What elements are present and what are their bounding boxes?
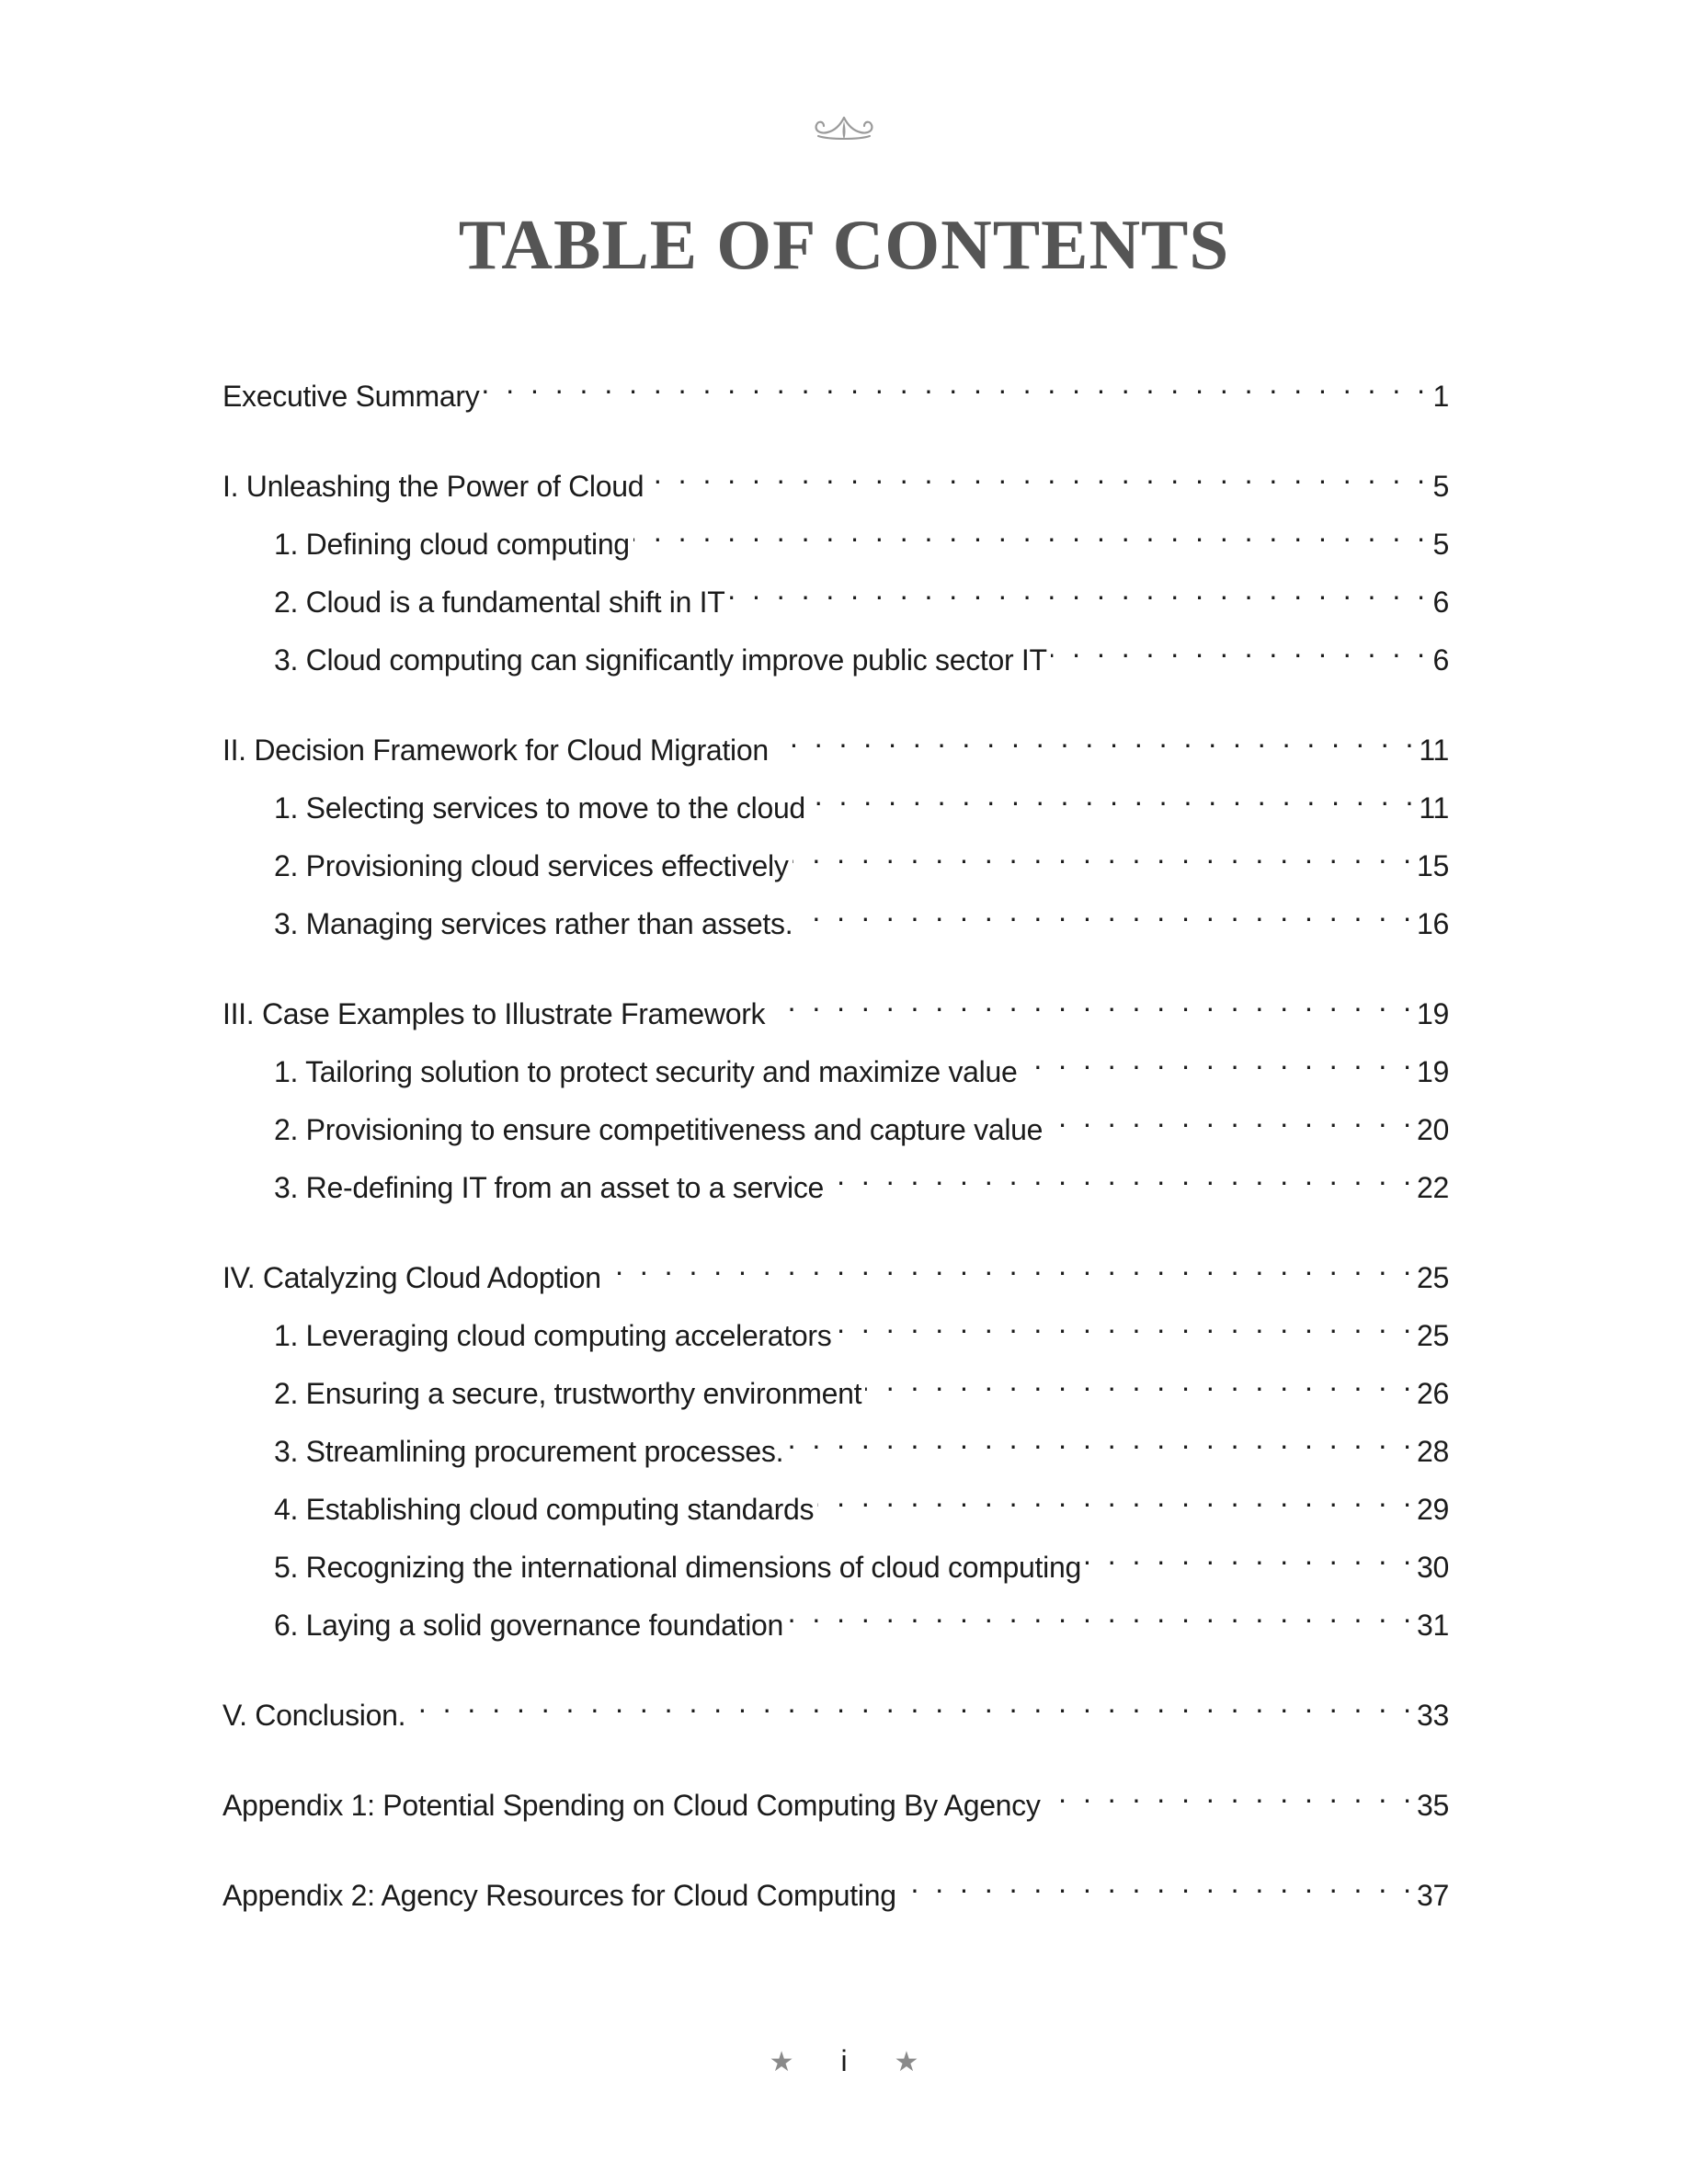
toc-entry-page: 11 xyxy=(1419,734,1449,767)
toc-dot-leader xyxy=(769,978,1411,1024)
toc-entry[interactable] xyxy=(274,772,1449,825)
toc-entry-label: 5. Recognizing the international dimensions of cloud computing xyxy=(274,1551,1081,1584)
toc-entry-page: 1 xyxy=(1432,380,1449,413)
toc-entry[interactable] xyxy=(274,1473,1449,1526)
toc-dot-leader xyxy=(787,1416,1411,1462)
toc-entry-label: 3. Cloud computing can significantly improve public sector IT xyxy=(274,643,1047,677)
toc-entry[interactable] xyxy=(222,450,1449,503)
toc-entry[interactable] xyxy=(274,624,1449,677)
toc-entry[interactable] xyxy=(274,1531,1449,1584)
toc-entry-page: 28 xyxy=(1417,1435,1449,1468)
toc-entry-page: 5 xyxy=(1432,470,1449,503)
toc-entry-page: 29 xyxy=(1417,1493,1449,1526)
toc-dot-leader xyxy=(817,1473,1411,1519)
toc-dot-leader xyxy=(483,360,1425,406)
toc-entry[interactable] xyxy=(274,888,1449,940)
star-icon: ★ xyxy=(894,2047,919,2077)
toc-entry-label: 3. Managing services rather than assets. xyxy=(274,907,793,940)
toc-entry[interactable] xyxy=(222,1769,1449,1822)
toc-entry-label: 2. Ensuring a secure, trustworthy environment xyxy=(274,1377,862,1410)
toc-dot-leader xyxy=(865,1358,1411,1404)
toc-entry[interactable] xyxy=(274,1152,1449,1204)
toc-entry[interactable] xyxy=(274,1358,1449,1410)
toc-entry-page: 33 xyxy=(1417,1699,1449,1732)
toc-entry-label: Executive Summary xyxy=(222,380,480,413)
toc-entry-page: 30 xyxy=(1417,1551,1449,1584)
toc-entry-page: 37 xyxy=(1417,1879,1449,1912)
page-footer xyxy=(0,2042,1688,2081)
toc-entry-page: 20 xyxy=(1417,1113,1449,1146)
toc-entry-label: III. Case Examples to Illustrate Framework xyxy=(222,997,766,1030)
toc-entry-label: 4. Establishing cloud computing standards xyxy=(274,1493,815,1526)
toc-entry[interactable] xyxy=(274,1094,1449,1146)
toc-entry-label: Appendix 1: Potential Spending on Cloud Computing By Agency xyxy=(222,1789,1041,1822)
toc-entry-label: II. Decision Framework for Cloud Migration xyxy=(222,734,769,767)
page-title: TABLE OF CONTENTS xyxy=(458,205,1230,284)
toc-entry-label: I. Unleashing the Power of Cloud xyxy=(222,470,644,503)
toc-dot-leader xyxy=(900,1860,1411,1905)
toc-entry[interactable] xyxy=(274,1300,1449,1352)
page-number: i xyxy=(840,2044,848,2077)
toc-dot-leader xyxy=(1085,1531,1411,1577)
toc-dot-leader xyxy=(787,1589,1411,1635)
toc-entry-label: 2. Provisioning cloud services effectively xyxy=(274,849,789,882)
toc-entry-page: 15 xyxy=(1417,849,1449,882)
toc-entry[interactable] xyxy=(222,978,1449,1030)
toc-dot-leader xyxy=(835,1300,1411,1346)
toc-entry-page: 25 xyxy=(1417,1261,1449,1294)
toc-entry[interactable] xyxy=(274,1036,1449,1088)
toc-entry-label: 1. Leveraging cloud computing accelerators xyxy=(274,1319,832,1352)
toc-dot-leader xyxy=(793,830,1411,876)
toc-entry-label: 2. Provisioning to ensure competitiveness and capture value xyxy=(274,1113,1044,1146)
toc-entry-label: 6. Laying a solid governance foundation xyxy=(274,1609,784,1642)
toc-entry-page: 6 xyxy=(1432,586,1449,619)
toc-entry-page: 26 xyxy=(1417,1377,1449,1410)
star-icon: ★ xyxy=(769,2047,794,2077)
toc-dot-leader xyxy=(772,714,1414,760)
toc-entry[interactable] xyxy=(274,1589,1449,1642)
toc-dot-leader xyxy=(1021,1036,1412,1082)
toc-entry-page: 19 xyxy=(1417,997,1449,1030)
toc-dot-leader xyxy=(409,1679,1411,1725)
toc-dot-leader xyxy=(1044,1769,1411,1815)
toc-entry[interactable] xyxy=(222,714,1449,767)
toc-entry-label: 1. Tailoring solution to protect security and maximize value xyxy=(274,1055,1018,1088)
toc-dot-leader xyxy=(605,1242,1411,1288)
toc-dot-leader xyxy=(633,508,1425,554)
flourish-ornament-icon xyxy=(807,112,881,147)
toc-entry-label: 2. Cloud is a fundamental shift in IT xyxy=(274,586,725,619)
toc-dot-leader xyxy=(729,566,1426,612)
toc-entry-page: 25 xyxy=(1417,1319,1449,1352)
toc-entry-label: Appendix 2: Agency Resources for Cloud Computing xyxy=(222,1879,896,1912)
toc-entry-label: V. Conclusion. xyxy=(222,1699,406,1732)
toc-entry-page: 22 xyxy=(1417,1171,1449,1204)
toc-entry[interactable] xyxy=(222,1679,1449,1732)
toc-dot-leader xyxy=(809,772,1413,818)
toc-entry-page: 16 xyxy=(1417,907,1449,940)
toc-entry-label: 3. Streamlining procurement processes. xyxy=(274,1435,784,1468)
toc-entry-label: 1. Defining cloud computing xyxy=(274,528,630,561)
toc-entry[interactable] xyxy=(274,830,1449,882)
toc-entry-page: 35 xyxy=(1417,1789,1449,1822)
toc-entry[interactable] xyxy=(274,566,1449,619)
toc-dot-leader xyxy=(647,450,1425,496)
toc-entry[interactable] xyxy=(222,1860,1449,1912)
toc-entry-page: 19 xyxy=(1417,1055,1449,1088)
toc-entry-page: 11 xyxy=(1419,791,1449,825)
toc-entry-page: 6 xyxy=(1432,643,1449,677)
toc-entry[interactable] xyxy=(222,360,1449,413)
toc-dot-leader xyxy=(827,1152,1411,1198)
toc-entry-page: 5 xyxy=(1432,528,1449,561)
toc-dot-leader xyxy=(796,888,1411,934)
toc-entry[interactable] xyxy=(222,1242,1449,1294)
toc-entry[interactable] xyxy=(274,1416,1449,1468)
toc-entry-label: 3. Re-defining IT from an asset to a service xyxy=(274,1171,825,1204)
toc-entry-label: IV. Catalyzing Cloud Adoption xyxy=(222,1261,601,1294)
toc-entry[interactable] xyxy=(274,508,1449,561)
toc-dot-leader xyxy=(1046,1094,1411,1140)
toc-entry-label: 1. Selecting services to move to the cloud xyxy=(274,791,805,825)
toc-dot-leader xyxy=(1051,624,1425,670)
toc-entry-page: 31 xyxy=(1417,1609,1449,1642)
